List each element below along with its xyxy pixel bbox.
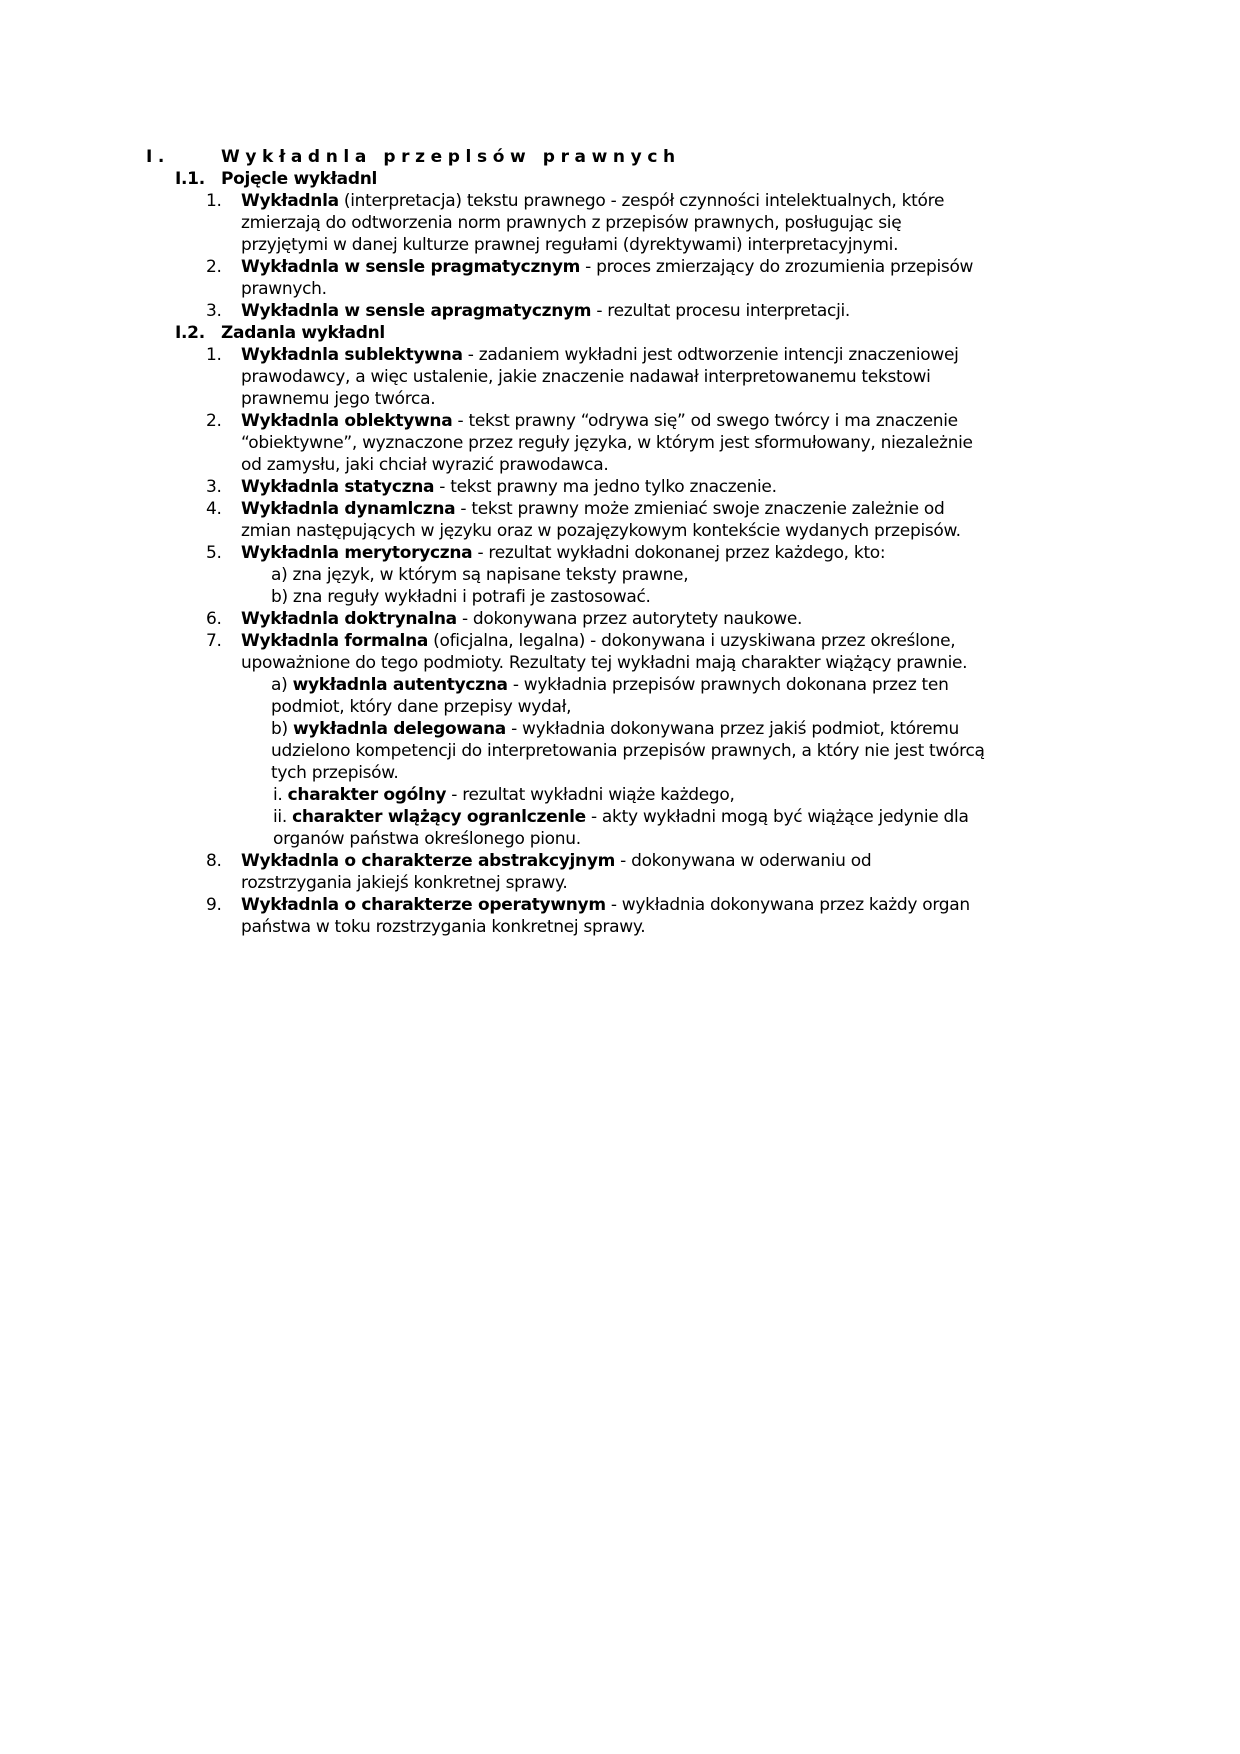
item-text: - wykładnia dokonywana przez każdy organ (605, 895, 970, 915)
item-number: 2. (206, 411, 222, 431)
item-text: prawnych. (241, 279, 327, 299)
item-text: przyjętymi w danej kulturze prawnej regułami (dyrektywami) interpretacyjnymi. (241, 235, 899, 255)
list-item (241, 498, 944, 520)
sub-item-label: i. (273, 785, 288, 805)
list-item (241, 476, 777, 498)
item-number: 3. (206, 301, 222, 321)
section-title: Pojęcle wykładnl (221, 169, 378, 189)
list-item (241, 344, 959, 366)
sub-item: a) zna język, w którym są napisane teksty prawne, (271, 565, 689, 585)
sub-item-text: udzielono kompetencji do interpretowania przepisów prawnych, a który nie jest twórcą (271, 741, 985, 761)
item-text: - tekst prawny ma jedno tylko znaczenie. (434, 477, 777, 497)
item-text: - zadaniem wykładni jest odtworzenie intencji znaczeniowej (462, 345, 959, 365)
section-number: I.2. (175, 323, 205, 343)
sub-item-text: organów państwa określonego pionu. (273, 829, 581, 849)
item-text: - rezultat procesu interpretacji. (591, 301, 851, 321)
item-text: (oficjalna, legalna) - dokonywana i uzyskiwana przez określone, (428, 631, 956, 651)
sub-item-term: charakter wlążący ogranlczenle (292, 807, 586, 827)
item-text: rozstrzygania jakiejś konkretnej sprawy. (241, 873, 568, 893)
sub-item-term: charakter ogólny (287, 785, 447, 805)
list-item (241, 190, 944, 212)
item-text: - rezultat wykładni dokonanej przez każdego, kto: (472, 543, 886, 563)
sub-item (273, 784, 735, 806)
sub-item-label: b) (271, 719, 293, 739)
item-term: Wykładnla oblektywna (241, 411, 453, 431)
item-number: 1. (206, 345, 222, 365)
item-number: 3. (206, 477, 222, 497)
item-text: - proces zmierzający do zrozumienia przepisów (580, 257, 974, 277)
item-number: 7. (206, 631, 222, 651)
item-text: zmierzają do odtworzenia norm prawnych z przepisów prawnych, posługując się (241, 213, 902, 233)
list-item (241, 256, 973, 278)
item-number: 2. (206, 257, 222, 277)
item-text: - tekst prawny może zmieniać swoje znaczenie zależnie od (455, 499, 945, 519)
sub-item (271, 674, 949, 696)
item-number: 8. (206, 851, 222, 871)
item-term: Wykładnla merytoryczna (241, 543, 473, 563)
list-item (241, 542, 885, 564)
item-text: upoważnione do tego podmioty. Rezultaty tej wykładni mają charakter wiążący prawnie. (241, 653, 968, 673)
sub-item-text: - rezultat wykładni wiąże każdego, (446, 785, 735, 805)
item-number: 5. (206, 543, 222, 563)
item-text: - dokonywana przez autorytety naukowe. (456, 609, 803, 629)
item-text: zmian następujących w języku oraz w pozajęzykowym kontekście wydanych przepisów. (241, 521, 961, 541)
sub-item (273, 806, 969, 828)
sub-item-text: - akty wykładni mogą być wiążące jedynie dla (585, 807, 969, 827)
list-item (241, 608, 802, 630)
item-text: prawnemu jego twórca. (241, 389, 436, 409)
item-term: Wykładnla formalna (241, 631, 429, 651)
item-number: 1. (206, 191, 222, 211)
sub-item-label: ii. (273, 807, 293, 827)
sub-item-text: - wykładnia przepisów prawnych dokonana przez ten (507, 675, 949, 695)
sub-item: b) zna reguły wykładni i potrafi je zastosować. (271, 587, 651, 607)
sub-item-text: podmiot, który dane przepisy wydał, (271, 697, 572, 717)
item-number: 6. (206, 609, 222, 629)
item-text: państwa w toku rozstrzygania konkretnej sprawy. (241, 917, 646, 937)
item-number: 4. (206, 499, 222, 519)
item-term: Wykładnla dynamlczna (241, 499, 456, 519)
list-item (241, 894, 970, 916)
heading-number: I. (146, 147, 170, 167)
sub-item-term: wykładnla autentyczna (292, 675, 508, 695)
item-number: 9. (206, 895, 222, 915)
list-item (241, 300, 850, 322)
item-text: (interpretacja) tekstu prawnego - zespół czynności intelektualnych, które (338, 191, 945, 211)
heading-title: Wykładnla przeplsów prawnych (221, 147, 681, 167)
item-term: Wykładnla o charakterze abstrakcyjnym (241, 851, 616, 871)
item-term: Wykładnla sublektywna (241, 345, 463, 365)
item-term: Wykładnla o charakterze operatywnym (241, 895, 606, 915)
item-term: Wykładnla (241, 191, 339, 211)
list-item (241, 850, 871, 872)
item-term: Wykładnla w sensle apragmatycznym (241, 301, 592, 321)
item-text: - tekst prawny “odrywa się” od swego twórcy i ma znaczenie (452, 411, 958, 431)
list-item (241, 410, 958, 432)
item-text: “obiektywne”, wyznaczone przez reguły języka, w którym jest sformułowany, niezależnie (241, 433, 973, 453)
item-term: Wykładnla doktrynalna (241, 609, 457, 629)
item-text: - dokonywana w oderwaniu od (615, 851, 872, 871)
item-text: od zamysłu, jaki chciał wyrazić prawodawca. (241, 455, 609, 475)
sub-item (271, 718, 959, 740)
sub-item-term: wykładnla delegowana (292, 719, 506, 739)
item-text: prawodawcy, a więc ustalenie, jakie znaczenie nadawał interpretowanemu tekstowi (241, 367, 931, 387)
item-term: Wykładnla w sensle pragmatycznym (241, 257, 581, 277)
sub-item-label: a) (271, 675, 293, 695)
section-number: I.1. (175, 169, 205, 189)
item-term: Wykładnla statyczna (241, 477, 435, 497)
list-item (241, 630, 955, 652)
sub-item-text: - wykładnia dokonywana przez jakiś podmiot, któremu (505, 719, 959, 739)
sub-item-text: tych przepisów. (271, 763, 399, 783)
section-title: Zadanla wykładnl (221, 323, 385, 343)
